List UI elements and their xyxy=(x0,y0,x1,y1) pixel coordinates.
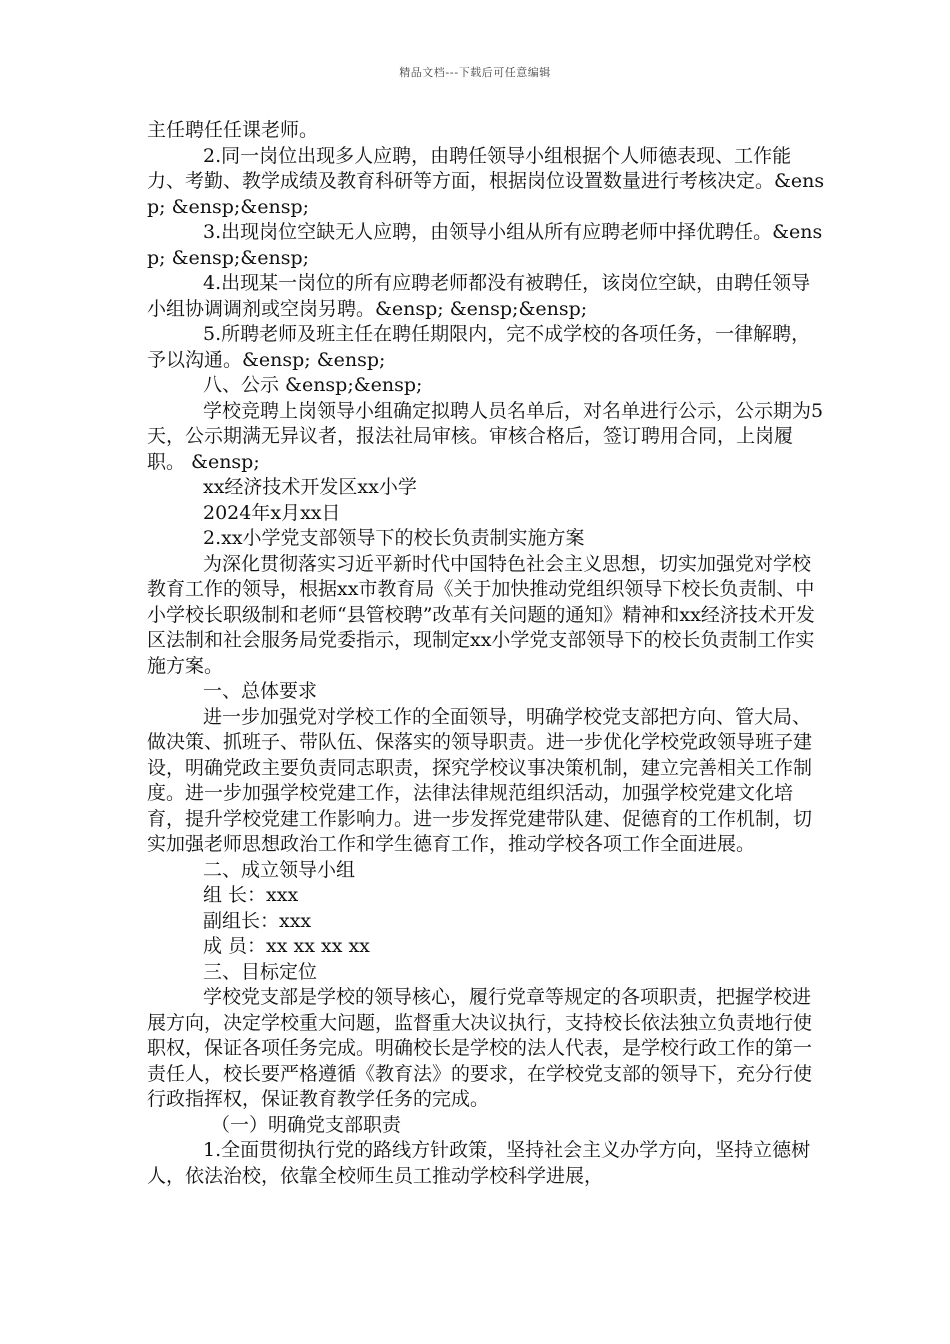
section-heading: 一、总体要求 xyxy=(203,680,318,702)
section-heading: 八、公示 &ensp;&ensp; xyxy=(203,374,423,396)
paragraph: 1.全面贯彻执行党的路线方针政策，坚持社会主义办学方向，坚持立德树人，依法治校，依靠全校师生员工推动学校科学进展， xyxy=(147,1139,811,1187)
paragraph: 学校党支部是学校的领导核心，履行党章等规定的各项职责，把握学校进展方向，决定学校重大问题，监督重大决议执行，支持校长依法独立负责地行使职权，保证各项任务完成。明确校长是学校的法人代表，是学校行政工作的第一责任人，校长要严格遵循《教育法》的要求，在学校党支部的领导下，充分行使行政指挥权，保证教育教学任务的完成。 xyxy=(147,986,813,1110)
paragraph: 4.出现某一岗位的所有应聘老师都没有被聘任，该岗位空缺，由聘任领导小组协调调剂或空岗另聘。&ensp; &ensp;&ensp; xyxy=(147,272,811,320)
document-title: 2.xx小学党支部领导下的校长负责制实施方案 xyxy=(203,527,585,549)
page-header: 精品文档---下载后可任意编辑 xyxy=(399,66,551,79)
paragraph: 2.同一岗位出现多人应聘，由聘任领导小组根据个人师德表现、工作能力、考勤、教学成绩及教育科研等方面，根据岗位设置数量进行考核决定。&ensp; &ensp;&ensp; xyxy=(147,144,825,218)
section-heading: 二、成立领导小组 xyxy=(203,858,356,881)
paragraph: 进一步加强党对学校工作的全面领导，明确学校党支部把方向、管大局、做决策、抓班子、带队伍、保落实的领导职责。进一步优化学校党政领导班子建设，明确党政主要负责同志职责，探究学校议事决策机制，建立完善相关工作制度。进一步加强学校党建工作，法律法律规范组织活动，加强学校党建文化培育，提升学校党建工作影响力。进一步发挥党建带队建、促德育的工作机制，切实加强老师思想政治工作和学生德育工作，推动学校各项工作全面进展。 xyxy=(147,705,813,855)
list-item: 副组长：xxx xyxy=(203,909,312,932)
section-heading: 三、目标定位 xyxy=(203,960,318,983)
paragraph: 3.出现岗位空缺无人应聘，由领导小组从所有应聘老师中择优聘任。&ensp; &ensp;&ensp; xyxy=(147,221,823,269)
paragraph: 5.所聘老师及班主任在聘任期限内，完不成学校的各项任务，一律解聘，予以沟通。&ensp; &ensp; xyxy=(147,323,811,371)
paragraph: 学校竞聘上岗领导小组确定拟聘人员名单后，对名单进行公示，公示期为5天，公示期满无异议者，报法社局审核。审核合格后，签订聘用合同，上岗履职。 &ensp; xyxy=(147,399,824,473)
paragraph: 主任聘任任课老师。 xyxy=(147,119,319,141)
paragraph: 为深化贯彻落实习近平新时代中国特色社会主义思想，切实加强党对学校教育工作的领导，根据xx市教育局《关于加快推动党组织领导下校长负责制、中小学校长职级制和老师“县管校聘”改革有关问题的通知》精神和xx经济技术开发区法制和社会服务局党委指示，现制定xx小学党支部领导下的校长负责制工作实施方案。 xyxy=(147,552,815,677)
document-body xyxy=(147,118,827,1189)
list-item: 组 长：xxx xyxy=(203,884,299,906)
list-item: 成 员：xx xx xx xx xyxy=(203,935,370,957)
signature-date: 2024年x月xx日 xyxy=(203,501,341,524)
subsection-heading: （一）明确党支部职责 xyxy=(211,1113,402,1136)
signature-org: xx经济技术开发区xx小学 xyxy=(203,476,417,498)
